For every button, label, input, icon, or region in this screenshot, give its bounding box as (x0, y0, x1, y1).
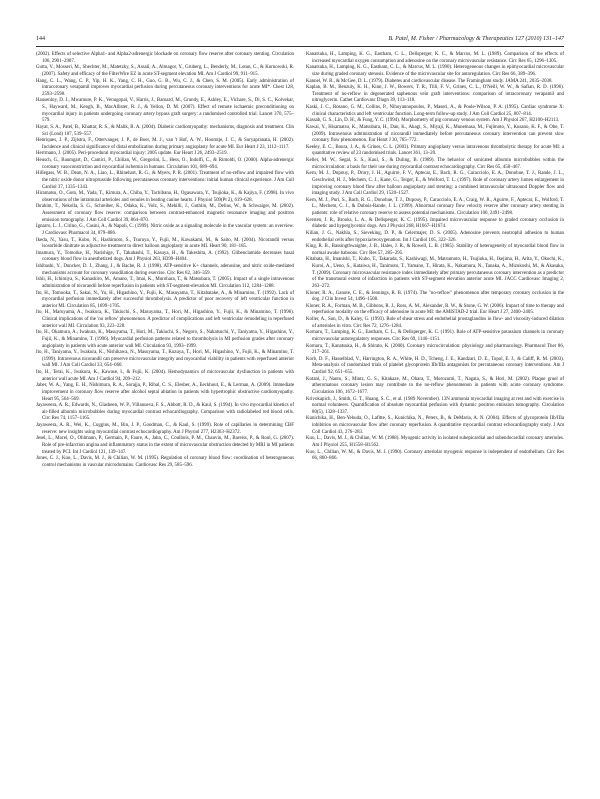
reference-entry: Jayaweera, A. R., Wei, K., Coggins, M., Bin, J. P., Goodman, C., & Kaul, S. (1999). Role of capillaries in determining CBF reserve: new insights using myocardial contrast echocardiography. Am J Physiol 277, H2363–H2372. (36, 423, 294, 435)
reference-entry: Heusch, G., Baumgart, D., Camici, P., Chilian, W., Gregorini, L., Hess, O., Indolfi, C., & Rimoldi, O. (2000). Alpha-adrenergic coronary vasoconstriction and myocardial ischemia in humans. Circulation 101, 689–694. (36, 158, 294, 170)
reference-entry: Komaru, T., Lamping, K. G., Eastham, C. L., & Dellsperger, K. C. (1991). Role of ATP-sensitive potassium channels in coronary microvascular autoregulatory responses. Circ Res 69, 1146–1151. (306, 330, 564, 342)
reference-entry: Kannel, W. B., & McGee, D. L. (1979). Diabetes and cardiovascular disease. The Framingham study. JAMA 241, 2035–2038. (306, 78, 553, 84)
reference-entry: Jayaweera, A. R., Edwards, N., Glasheen, W. P., Villanueva, F. S., Abbott, R. D., & Kaul, S. (1994). In vivo myocardial kinetics of air-filled albumin microbubbles during myocardial contrast echocardiography. Comparison with radiolabeled red blood cells. Circ Res 74, 1157–1165. (36, 403, 294, 422)
reference-entry: Korb, D. F., Hasselblad, V., Harrington, R. A., White, H. D., Tcheng, J. E., Kandzari, D. E., Topol, E. J., & Califf, R. M. (2003). Meta-analysis of randomized trials of platelet glycoprotein IIb/IIIa antagonists for percutaneous coronary interventions. Am J Cardiol 92, 651–655. (306, 356, 564, 375)
reference-entry: (2002). Effects of selective Alpha1- and Alpha2-adrenergic blockade on coronary flow reserve after coronary stenting. Circulation 106, 2901–2907. (36, 52, 294, 64)
reference-entry: Krivokapich, J., Smith, G. T., Huang, S. C., et al. (1989 November). 13N ammonia myocardial imaging at rest and with exercise in normal volunteers. Quantification of absolute myocardial perfusion with dynamic positron emission tomography. Circulation 80(5), 1328–1337. (306, 396, 564, 415)
reference-entry: Kern, M. J., Dupouy, P., Drury, J. H., Aguirre, F. V., Aptecar, E., Bach, R. G., Caracciolo, E. A., Donohue, T. J., Rande, J. L., Geschwind, H. J., Mechem, C. J., Kane, G., Teiger, E., & Wolford, T. L. (1997). Role of coronary artery lumen enlargement in improving coronary blood flow after balloon angioplasty and stenting: a combined intravascular ultrasound Doppler flow and imaging study. J Am Coll Cardiol 29, 1520–1527. (306, 171, 564, 197)
reference-entry: Ishii, H., Ichimiya, S., Kanashiro, M., Amano, T., Imai, K., Murohara, T., & Matsubara, T. (2005). Impact of a single intravenous administration of nicorandil before reperfusion in patients with ST-segment-elevation MI. Circulation 112, 1284–1288. (36, 277, 294, 289)
reference-entry: Kloner, R. A., Forman, M. B., Gibbons, R. J., Ross, A. M., Alexander, R. W., & Stone, G. W. (2006). Impact of time to therapy and reperfusion modality on the efficacy of adenosine in acute MI: the AMISTAD-2 trial. Eur Heart J 27, 2400–2405. (306, 303, 564, 316)
references-left-column (36, 52, 294, 469)
reference-entry: Kanatsuka, H., Lamping, K. G., Eastham, C. L., & Marcus, M. L. (1990). Heterogeneous changes in epimyocardial microvascular size during graded coronary stenosis. Evidence of the microvascular site for autoregulation. Circ Res 66, 389–396. (306, 65, 564, 77)
reference-entry: Kern, M. J., Puri, S., Bach, R. G., Donohue, T. J., Dupouy, P., Caracciolo, E. A., Craig, W. R., Aguirre, F., Aptecar, E., Wolford, T. L., Mechem, C. J., & Dubois-Rande, J. L. (1999). Abnormal coronary flow velocity reserve after coronary artery stenting in patients: role of relative coronary reserve to assess potential mechanisms. Circulation 100, 2491–2498. (306, 197, 564, 216)
reference-entry: Kaplan, B. M., Benzuly, K. H., Kinn, J. W., Bowers, T. R., Tilli, F. V., Grines, C. L., O'Neill, W. W., & Safian, R. D. (1996). Treatment of no-reflow in degenerated saphenous vein graft interventions: comparison of intracoronary verapamil and nitroglycerin. Cathet Cardiovasc Diagn 39, 113–118. (306, 85, 564, 104)
page-header (36, 36, 564, 46)
reference-entry: Keller, M. W., Segal, S. S., Kaul, S., & Duling, B. (1989). The behavior of sonicated albumin microbubbles within the microcirculation: a basis for their use during myocardial contrast echocardiography. Circ Res 65, 458–467. (306, 158, 564, 170)
reference-entry: Kuo, L., Davis, M. J., & Chilian, W. M. (1988). Myogenic activity in isolated subepicardial and subendocardial coronary arterioles. Am J Physiol 255, H1558–H1562. (306, 436, 564, 448)
reference-entry: Kunichika, H., Ben-Yehuda, O., Lafitte, S., Kunichika, N., Peters, B., & DeMaria, A. N. (2004). Effects of glycoprotein IIb/IIIa inhibition on microvascular flow after coronary reperfusion. A quantitative myocardial contrast echocardiography study. J Am Coll Cardiol 43, 276–283. (306, 416, 564, 435)
references-right-column (306, 52, 564, 463)
running-title: B. Patel, M. Fisher / Pharmacology & Therapeutics 127 (2010) 131–147 (388, 36, 564, 42)
reference-entry: Herrmann, J. (2005). Peri-procedural myocardial injury: 2005 update. Eur Heart J 26, 2493–2519. (36, 151, 228, 157)
reference-entry: Kawai, Y., Hisamatsu, K., Matsubara, H., Dan, K., Akagi, S., Miyaji, K., Munemasa, M., Fujimoto, Y., Kusano, K. F., & Ohe, T. (2009). Intravenous administration of nicorandil immediately before percutaneous coronary intervention can prevent slow coronary flow phenomenon. Eur Heart J 30, 765–772. (306, 124, 564, 144)
reference-entry: Hausenloy, D. J., Mwamure, P. K., Venugopal, V., Harris, J., Barnard, M., Grundy, E., Ashley, E., Vichare, S., Di, S. C., Kolvekar, S., Hayward, M., Keogh, B., MacAllister, R. J., & Yellon, D. M. (2007). Effect of remote ischaemic preconditioning on myocardial injury in patients undergoing coronary artery bypass graft surgery: a randomised controlled trial. Lancet 370, 575–579. (36, 98, 294, 124)
page-number: 144 (36, 36, 45, 42)
reference-entry: Ito, H., Maruyama, A., Iwakura, K., Takiuchi, S., Masuyama, T., Hori, M., Higashino, Y., Fujii, K., & Minamino, T. (1996). Clinical implications of the 'no reflow' phenomenon. A predictor of complications and left ventricular remodeling in reperfused anterior wall MI. Circulation 93, 223–228. (36, 310, 294, 329)
reference-entry: Imamura, Y., Tomoike, H., Narishige, T., Takahashi, T., Kasuya, H., & Takeshita, A. (1992). Glibenclamide decreases basal coronary blood flow in anesthetized dogs. Am J Physiol 263, H399–H404. (36, 250, 294, 263)
reference-entry: Kotani, J., Nanto, S., Mintz, G. S., Kitakaze, M., Ohara, T., Morozumi, T., Nagata, S., & Hori, M. (2002). Plaque gruel of atheromatous coronary lesion may contribute to the no-reflow phenomenon in patients with acute coronary syndrome. Circulation 106, 1672–1677. (306, 376, 564, 395)
reference-entry: Keeley, E. C., Boura, J. A., & Grines, C. L. (2003). Primary angioplasty versus intravenous thrombolytic therapy for acute MI: a quantitative review of 23 randomised trials. Lancet 361, 13–20. (306, 144, 564, 157)
reference-entry: Ikeda, N., Yasu, T., Kubo, N., Hashimoto, S., Tsuruya, Y., Fujii, M., Kawakami, M., & Saito, M. (2004). Nicorandil versus isosorbide dinitrate as adjunctive treatment to direct balloon angioplasty in acute MI. Heart 90, 181–185. (36, 237, 294, 250)
reference-entry: Kersten, J. R., Brooks, L. A., & Dellsperger, K. C. (1995). Impaired microvascular response to graded coronary occlusion in diabetic and hyperglycemic dogs. Am J Physiol 268, H1667–H1674. (306, 217, 564, 230)
reference-entry: Ignarro, L. J., Cirino, G., Casini, A., & Napoli, C. (1999). Nitric oxide as a signaling molecule in the vascular system: an overview. J Cardiovasc Pharmacol 34, 879–886. (36, 224, 294, 236)
reference-entry: Kanatsuka, H., Lamping, K. G., Eastham, C. L., Dellsperger, K. C., & Marcus, M. L. (1989). Comparison of the effects of increased myocardial oxygen consumption and adenosine on the coronary microvascular resistance. Circ Res 65, 1296–1305. (306, 52, 564, 64)
reference-entry: Ibrahim, T., Nekolla, S. G., Schreiber, K., Odaka, K., Volz, S., Mehilli, J., Guthlin, M., Delius, W., & Schwaiger, M. (2002). Assessment of coronary flow reserve: comparison between contrast-enhanced magnetic resonance imaging and positron emission tomography. J Am Coll Cardiol 39, 864–870. (36, 204, 294, 223)
reference-entry: Ito, H., Taniyama, Y., Iwakura, K., Nishikawa, N., Masuyama, T., Kuzuya, T., Hori, M., Higashino, Y., Fujii, K., & Minamino, T. (1999). Intravenous nicorandil can preserve microvascular integrity and myocardial viability in patients with reperfused anterior wall MI. J Am Coll Cardiol 33, 654–660. (36, 350, 294, 369)
reference-entry: Hayat, S. A., Patel, B., Khattar, R. S., & Malik, R. A. (2004). Diabetic cardiomyopathy: mechanisms, diagnosis and treatment. Clin Sci (Lond) 107, 539–557. (36, 124, 294, 137)
reference-entry: Kitabata, H., Imanishi, T., Kubo, T., Takarada, S., Kashiwagi, M., Matsumoto, H., Tsujioka, H., Ikejima, H., Arita, Y., Okochi, K., Kuroi, A., Ueno, S., Kataiwa, H., Tanimoto, T., Yamano, T., Hirata, K., Nakamura, N., Tanaka, A., Mizukoshi, M., & Akasaka, T. (2009). Coronary microvascular resistance index immediately after primary percutaneous coronary intervention as a predictor of the transmural extent of infarction in patients with ST-segment elevation anterior acute MI. JACC Cardiovasc Imaging 2, 263–272. (306, 257, 564, 289)
reference-entry: Kilian, J. G., Nakhla, S., Sieveking, D. P., & Celermajer, D. S. (2005). Adenosine prevents neutrophil adhesion to human endothelial cells after hypoxia/reoxygenation. Int J Cardiol 105, 322–326. (306, 230, 564, 243)
reference-entry: Jesel, L., Morel, O., Ohlmann, P., Germain, P., Faure, A., Jahn, C., Coulbois, P. M., Chauvin, M., Bareiss, P., & Roul, G. (2007). Role of pre-infarction angina and inflammatory status in the extent of microvascular obstruction detected by MRI in MI patients treated by PCI. Int J Cardiol 121, 139–147. (36, 436, 294, 455)
reference-entry: Kloner, R. A., Ganote, C. E., & Jennings, R. B. (1974). The "no-reflow" phenomenon after temporary coronary occlusion in the dog. J Clin Invest 54, 1496–1508. (306, 290, 564, 303)
reference-entry: Hillegass, W. B., Dean, N. A., Liao, L., Rhinehart, R. G., & Myers, P. R. (2001). Treatment of no-reflow and impaired flow with the nitric oxide donor nitroprusside following percutaneous coronary interventions: initial human clinical experience. J Am Coll Cardiol 37, 1335–1343. (36, 171, 294, 190)
reference-entry: King, R. B., Bassingthwaighte, J. B., Hales, J. R., & Rowell, L. B. (1985). Stability of heterogeneity of myocardial blood flow in normal awake baboons. Circ Res 57, 285–295. (306, 244, 564, 256)
reference-entry: Ito, H., Okamura, A., Iwakura, K., Masuyama, T., Hori, M., Takiuchi, S., Negoro, S., Nakatsuchi, Y., Taniyama, Y., Higashino, Y., Fujii, K., & Minamino, T. (1996). Myocardial perfusion patterns related to thrombolysis in MI perfusion grades after coronary angioplasty in patients with acute anterior wall MI. Circulation 93, 1993–1999. (36, 330, 294, 349)
reference-entry: Henriques, J. P., Zijlstra, F., Ottervanger, J. P., de Boer, M. J., van 't Hof, A. W., Hoorntje, J. C., & Suryapranata, H. (2002). Incidence and clinical significance of distal embolization during primary angioplasty for acute MI. Eur Heart J 23, 1112–1117. (36, 138, 294, 150)
reference-entry: Hiramatsu, O., Goto, M., Yada, T., Kimura, A., Chiba, Y., Tachibana, H., Ogasawara, Y., Tsujioka, K., & Kajiya, F. (1998). In vivo observations of the intramural arterioles and venules in beating canine hearts. J Physiol 509(Pt 2), 619–628. (36, 191, 294, 203)
header-rule (36, 46, 564, 47)
reference-entry: Jones, C. J., Kuo, L., Davis, M. J., & Chilian, W. M. (1995). Regulation of coronary blood flow: coordination of heterogeneous control mechanisms in vascular microdomains. Cardiovasc Res 29, 585–596. (36, 456, 294, 468)
reference-entry: Kaski, J. C., Rosano, G. M., Collins, P., Nihoyannopoulos, P., Maseri, A., & Poole-Wilson, P. A. (1995). Cardiac syndrome X: clinical characteristics and left ventricular function. Long-term follow-up study. J Am Coll Cardiol 25, 807–814. (306, 105, 564, 117)
reference-entry: Ito, H., Terai, K., Iwakura, K., Kawase, I., & Fujii, K. (2004). Hemodynamics of microvascular dysfunction in patients with anterior wall acute MI. Am J Cardiol 94, 209–212. (36, 370, 294, 382)
reference-entry: Kuo, L., Chilian, W. M., & Davis, M. J. (1990). Coronary arteriolar myogenic response is independent of endothelium. Circ Res 66, 860–866. (306, 449, 564, 462)
reference-entry: Ito, H., Tomooka, T., Sakai, N., Yu, H., Higashino, Y., Fujii, K., Masuyama, T., Kitabatake, A., & Minamino, T. (1992). Lack of myocardial perfusion immediately after successful thrombolysis. A predictor of poor recovery of left ventricular function in anterior MI. Circulation 85, 1699–1705. (36, 290, 294, 309)
reference-entry: Ishibashi, Y., Duncker, D. J., Zhang, J., & Bache, R. J. (1998). ATP-sensitive K+ channels, adenosine, and nitric oxide-mediated mechanisms account for coronary vasodilation during exercise. Circ Res 82, 346–359. (36, 264, 294, 276)
reference-entry: Hang, C. L., Wang, C. P., Yip, H. K., Yang, C. H., Guo, G. B., Wu, C. J., & Chen, S. M. (2005). Early administration of intracoronary verapamil improves myocardial perfusion during percutaneous coronary interventions for acute MI*. Chest 128, 2593–2598. (36, 78, 294, 97)
reference-entry: Koller, A., Sun, D., & Kaley, G. (1993). Role of shear stress and endothelial prostaglandins in flow- and viscosity-induced dilation of arterioles in vitro. Circ Res 72, 1276–1284. (306, 317, 564, 329)
reference-entry: Komaru, T., Kanatsuka, H., & Shirato, K. (2000). Coronary microcirculation: physiology and pharmacology. Pharmacol Ther 86, 217–261. (306, 343, 564, 356)
reference-entry: Gutta, V., Mosseri, M., Shechter, M., Matetzky, S., Assali, A., Almagor, Y., Gruberg, L., Benderly, M., Lotan, C., & Kornowski, R. (2007). Safety and efficacy of the FilterWire EZ in acute ST-segment elevation MI. Am J Cardiol 99, 911–915. (36, 65, 294, 77)
reference-entry: Jaber, W. A., Yang, E. H., Nishimura, R. A., Sorajja, P., Rihal, C. S., Elesber, A., Eeckhout, E., & Lerman, A. (2009). Immediate improvement in coronary flow reserve after alcohol septal ablation in patients with hypertrophic obstructive cardiomyopathy. Heart 95, 564–569. (36, 383, 294, 402)
reference-entry: Kassab, G. S., Lin, D. H., & Fung, Y. C. (1994). Morphometry of pig coronary venous system. Am J Physiol 267, H2100–H2113. (306, 118, 560, 124)
